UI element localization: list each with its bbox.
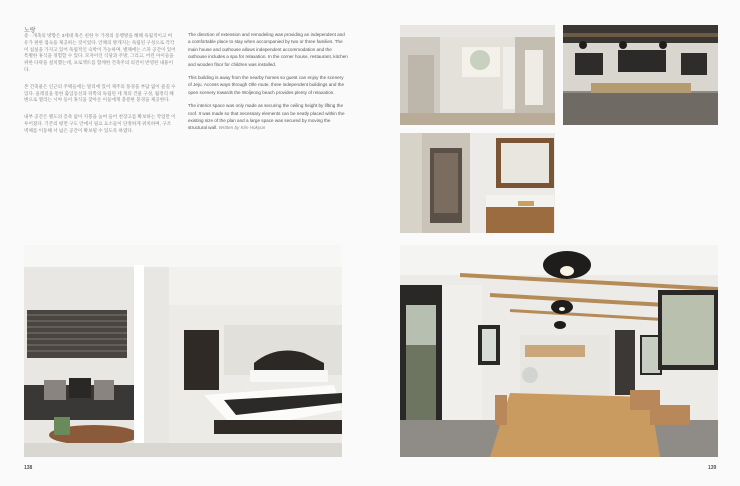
- korean-text-column: [24, 33, 176, 145]
- korean-paragraph: 내부 공간은 별도의 층축 없이 지붕을 높여 들어 천장고를 확보하는 작업만 이루어졌다. 기존의 평면 구도 안에서 필요 요소들이 단정하게 위치하며, 구조 벽체를 이동해 서 넓은 공간이 확보될 수 있도록 하였다.: [24, 114, 176, 133]
- author-credit: Written by Kim Hokyun: [218, 125, 266, 131]
- korean-paragraph: 증 · 개축의 방향은 3세대 혹은 친한 두 가정의 동행방을 해해 독립적이고 여유가 편한 접숙을 제공하는 것이었다. 안채의 방개지는 독립된 구성으로 각각이 침실을 가지고 있어 독립적인 숙박이 가능하며, 별채에는 스파 공간이 있어 특별한 휴식을 경험할 수 있다. 모자이인 식당과 주방, 그리고, 어린 아이들을 위한 다락을 설치했는데, 프로젝트를 함께한 건축주의 의견이 반영된 내용이다.: [24, 33, 176, 72]
- hallway-photo: [400, 25, 555, 125]
- page-number-right: 139: [708, 465, 717, 471]
- korean-heading: 노랑: [24, 28, 36, 34]
- bedroom-photo: [24, 245, 342, 457]
- english-paragraph: [188, 102, 348, 132]
- english-paragraph-text: The interior space was only made as securing the ceiling height by lifting the roof. It was made so that necessary elements can be neatly placed within the existing size of the plan and a large space was secured by moving the structural wall.: [188, 103, 345, 131]
- korean-paragraph: 본 건축물은 인근의 주택들에는 멀리에 있어 제주의 풍경을 부담 없이 즐길 수 있다. 올레길을 통한 출입동선과 뒤쪽의 독립된 세 개의 건물 구성, 월정리 해변으로 열리는 시야 등이 휴식을 찾아온 이들에게 충분한 풍경을 제공한다.: [24, 83, 176, 103]
- page-number-left: 138: [24, 465, 33, 471]
- english-paragraph: The direction of extension and remodeling was providing an independent and a comfortable place to stay when accompanied by two or three families. The main house and outhouse allows independent accommodation and the outhouse includes a spa for relaxation. In the corner house, restaurant, kitchen and wooden floor for children was installed.: [188, 32, 348, 67]
- dining-photo: [563, 25, 718, 125]
- english-paragraph: This building is away from the nearby homes so guest can enjoy the scenery of Jeju. Access ways through Olle route, three independent buildings and the open scenery towards the Woljeong beach provides plenty of relaxation.: [188, 75, 345, 95]
- english-text-column: [188, 31, 348, 138]
- bathroom-photo: [400, 133, 555, 233]
- kitchen-dining-photo: [400, 245, 718, 457]
